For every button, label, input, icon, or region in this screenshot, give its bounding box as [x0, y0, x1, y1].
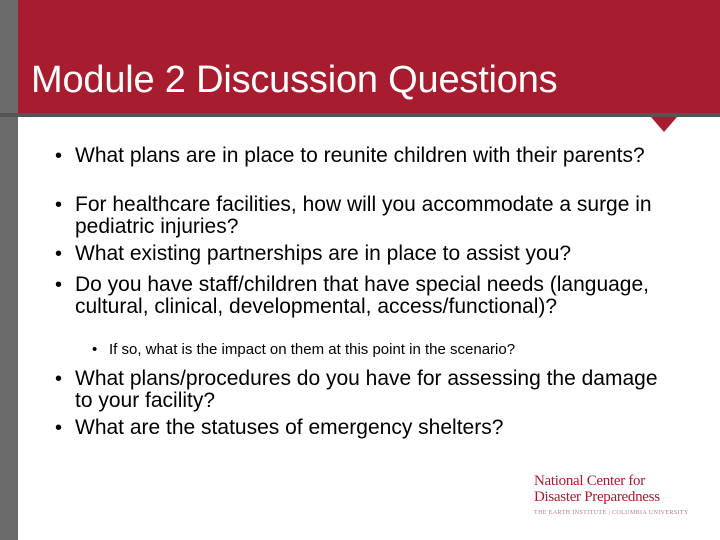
- question-text: What are the statuses of emergency shelters?: [75, 416, 504, 439]
- question-text: For healthcare facilities, how will you accommodate a surge in pediatric injuries?: [75, 193, 652, 238]
- question-item: [55, 417, 675, 439]
- bullet-glyph: •: [92, 341, 98, 358]
- logo-tagline: THE EARTH INSTITUTE | COLUMBIA UNIVERSITY: [534, 510, 689, 516]
- ncdp-logo: [534, 473, 689, 529]
- question-text: Do you have staff/children that have special needs (language, cultural, clinical, developmental, access/functional)?: [75, 273, 649, 318]
- logo-line-1: National Center for: [534, 473, 645, 489]
- slide-title: Module 2 Discussion Questions: [31, 59, 558, 101]
- question-item: [55, 274, 675, 318]
- bullet-glyph: •: [55, 243, 63, 265]
- question-item: [55, 194, 675, 238]
- question-item: [55, 145, 675, 167]
- question-text: What plans/procedures do you have for assessing the damage to your facility?: [75, 367, 658, 412]
- question-item: [55, 243, 675, 265]
- bullet-glyph: •: [55, 274, 63, 296]
- question-text: What existing partnerships are in place to assist you?: [75, 242, 572, 265]
- bullet-glyph: •: [55, 194, 63, 216]
- question-item: [55, 368, 675, 412]
- logo-line-2: Disaster Preparedness: [534, 489, 660, 505]
- bullet-glyph: •: [55, 368, 63, 390]
- bullet-glyph: •: [55, 145, 63, 167]
- sub-question-text: If so, what is the impact on them at this point in the scenario?: [109, 341, 516, 358]
- sub-question-item: [92, 341, 515, 359]
- question-text: What plans are in place to reunite children with their parents?: [75, 144, 645, 167]
- bullet-glyph: •: [55, 417, 63, 439]
